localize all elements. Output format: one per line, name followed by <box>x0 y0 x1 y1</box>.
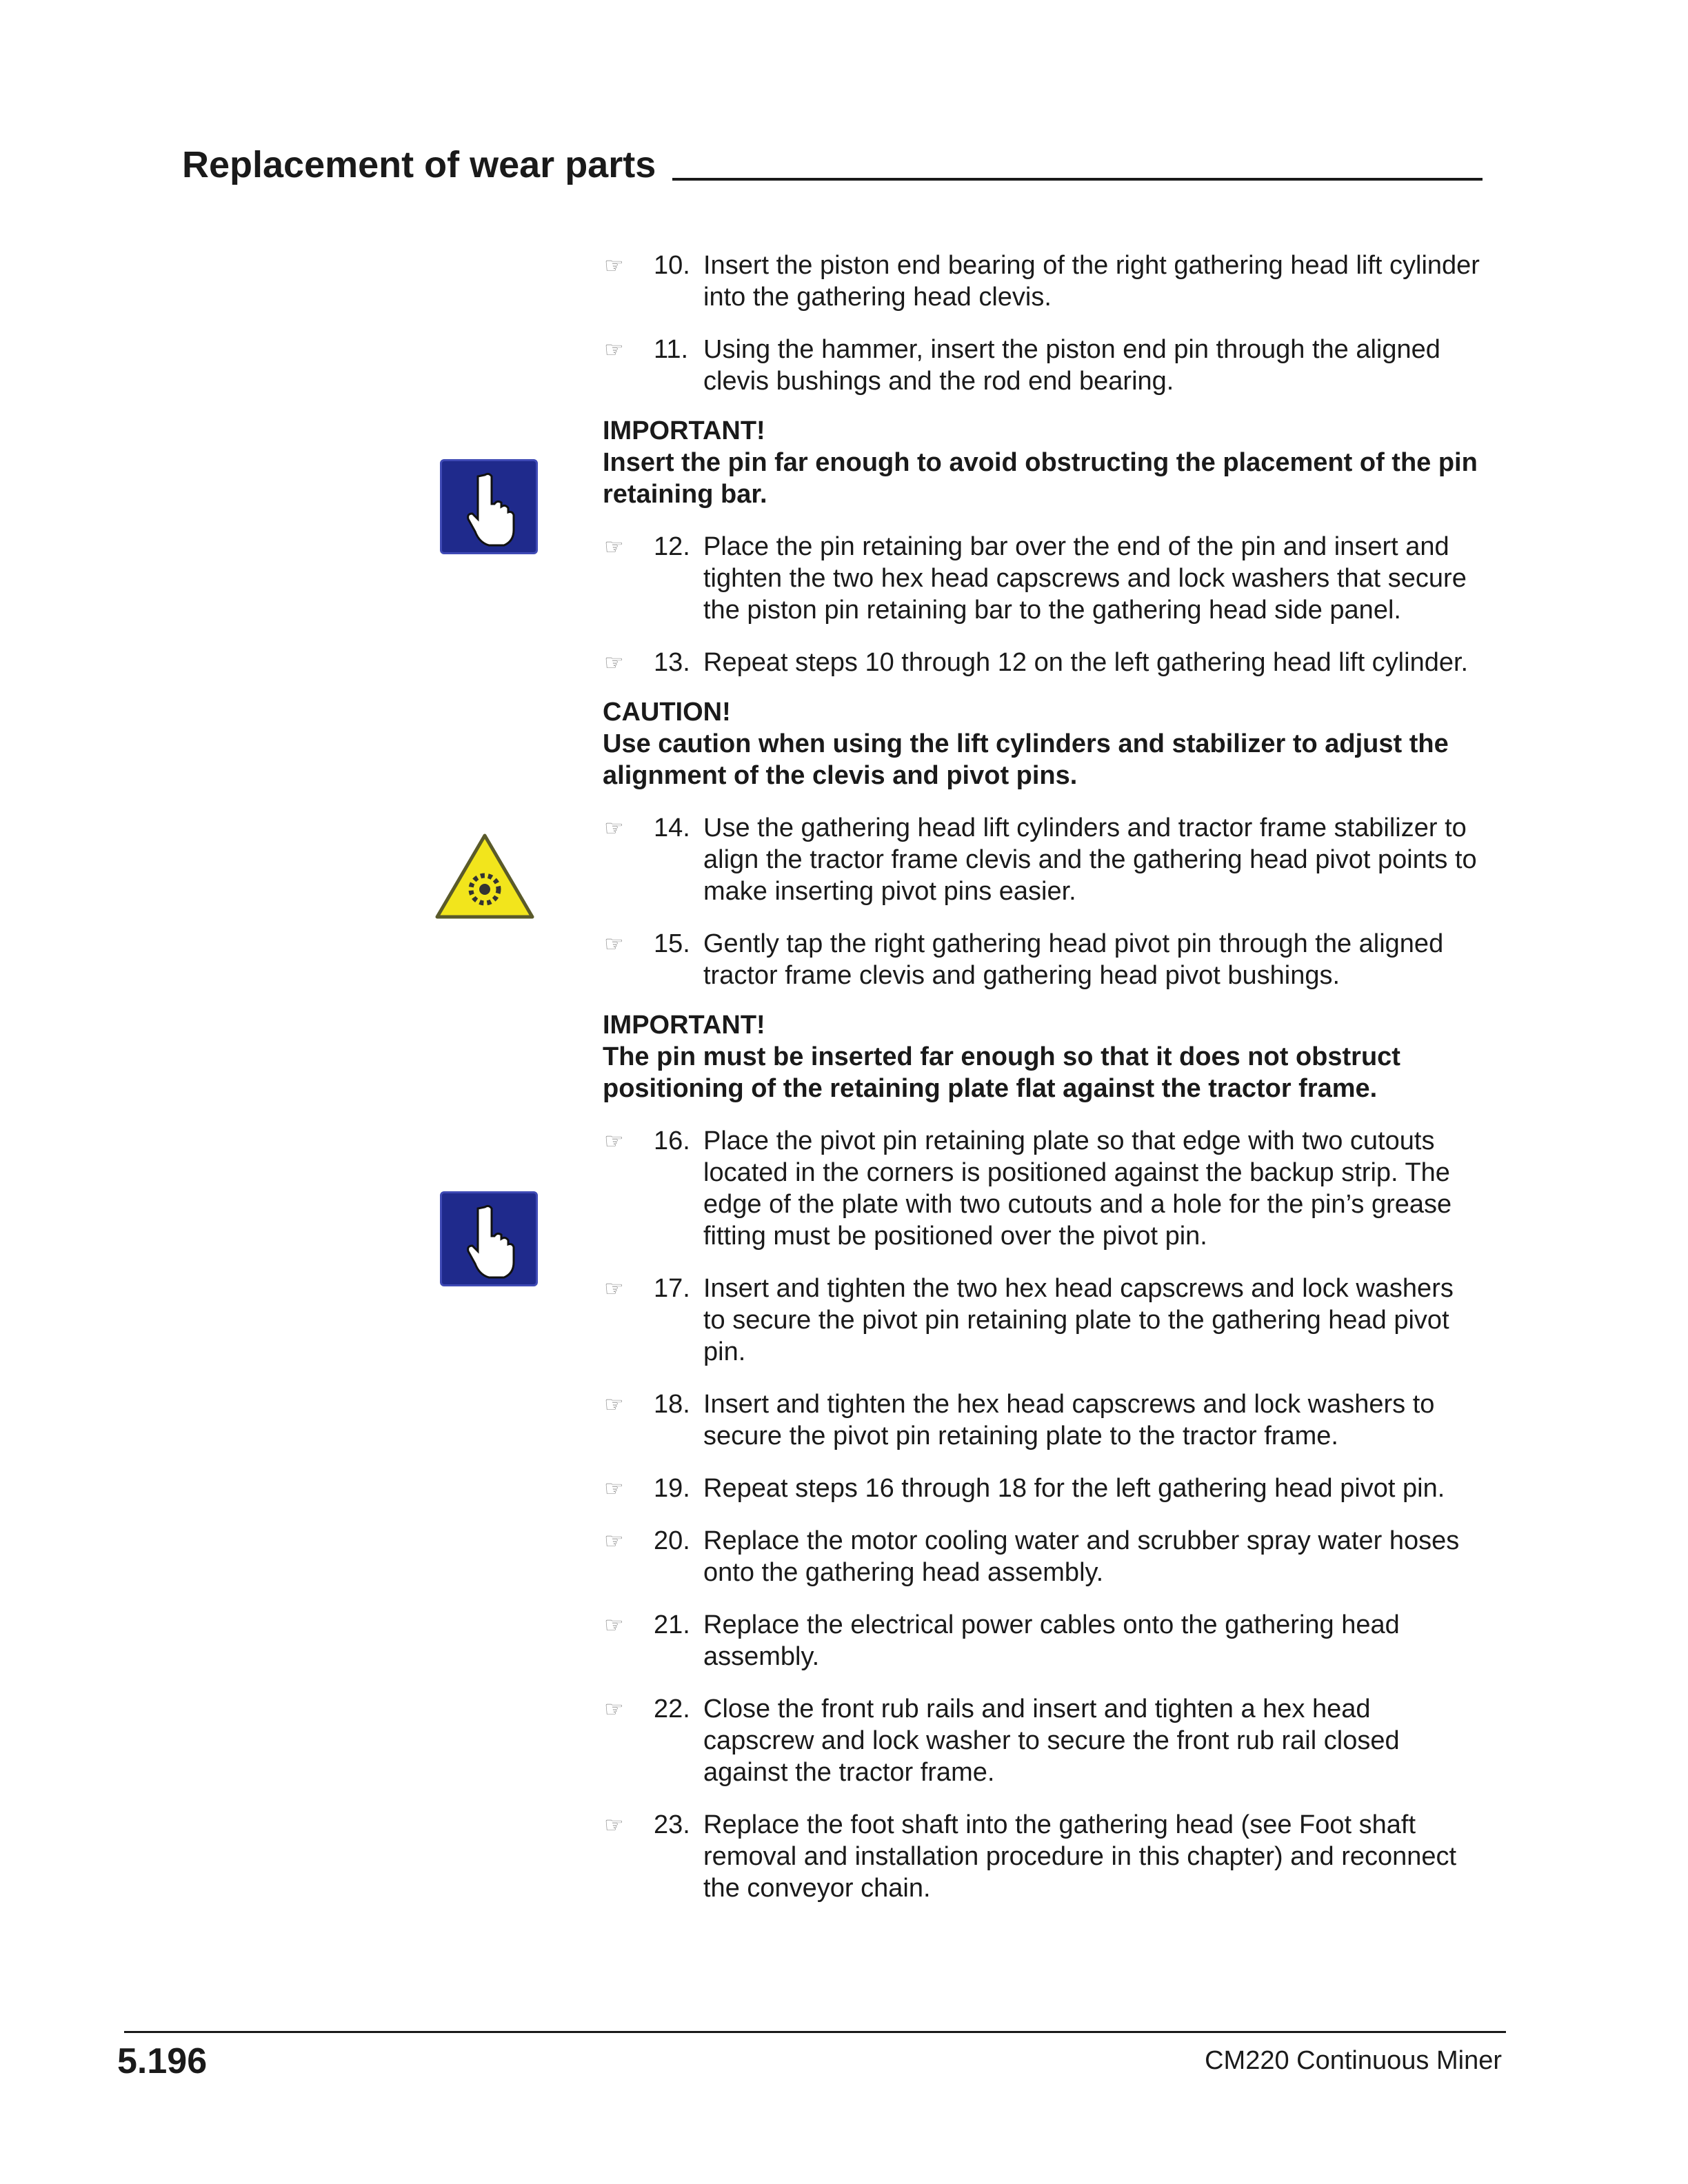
step-number: 21. <box>654 1610 690 1639</box>
step-number: 20. <box>654 1526 690 1555</box>
pointing-hand-icon: ☞ <box>604 1697 624 1721</box>
step-text: Place the pivot pin retaining plate so that edge with two cutouts located in the corners is positioned against the backup strip. The edge of the plate with two cutouts and a hole for the pin’s grease fitting must be positioned over the pivot pin. <box>703 1126 1452 1251</box>
pointing-hand-icon: ☞ <box>604 931 624 956</box>
step-text: Insert and tighten the two hex head capscrews and lock washers to secure the pivot pin retaining plate to the gathering head pivot pin. <box>703 1274 1454 1366</box>
page-header <box>182 146 1483 183</box>
step-number: 10. <box>654 251 690 280</box>
step-number: 15. <box>654 929 690 958</box>
step-text: Close the front rub rails and insert and tighten a hex head capscrew and lock washer to secure the front rub rail closed against the tractor frame. <box>703 1695 1400 1787</box>
procedure-content <box>603 250 1483 1925</box>
step-number: 17. <box>654 1274 690 1303</box>
step-number: 19. <box>654 1474 690 1503</box>
step-18 <box>603 1388 1483 1452</box>
step-text: Using the hammer, insert the piston end pin through the aligned clevis bushings and the rod end bearing. <box>703 335 1440 396</box>
pointing-hand-icon: ☞ <box>604 253 624 278</box>
step-17 <box>603 1273 1483 1368</box>
pointing-hand-icon: ☞ <box>604 1129 624 1153</box>
pointing-hand-icon: ☞ <box>604 337 624 362</box>
pointing-hand-icon: ☞ <box>604 816 624 840</box>
important-finger-icon-2 <box>440 1191 538 1286</box>
step-number: 22. <box>654 1695 690 1723</box>
step-22 <box>603 1693 1483 1788</box>
step-number: 23. <box>654 1810 690 1839</box>
step-number: 14. <box>654 813 690 842</box>
step-number: 11. <box>654 335 689 364</box>
step-10 <box>603 250 1483 313</box>
step-text: Gently tap the right gathering head pivot pin through the aligned tractor frame clevis and gathering head pivot bushings. <box>703 929 1444 990</box>
caution-notice <box>603 696 1483 791</box>
step-text: Replace the motor cooling water and scrubber spray water hoses onto the gathering head assembly. <box>703 1526 1460 1587</box>
step-11 <box>603 334 1483 397</box>
step-number: 16. <box>654 1126 690 1155</box>
footer-rule <box>124 2031 1506 2033</box>
pointing-hand-icon: ☞ <box>604 1528 624 1553</box>
title-rule <box>672 178 1483 181</box>
step-number: 18. <box>654 1390 690 1419</box>
pointing-hand-icon: ☞ <box>604 1476 624 1501</box>
notice-text: Insert the pin far enough to avoid obstructing the placement of the pin retaining bar. <box>603 448 1478 509</box>
step-text: Insert the piston end bearing of the right gathering head lift cylinder into the gathering head clevis. <box>703 251 1480 312</box>
step-21 <box>603 1609 1483 1672</box>
pointing-hand-icon: ☞ <box>604 1276 624 1301</box>
pointing-hand-icon: ☞ <box>604 1392 624 1417</box>
step-text: Place the pin retaining bar over the end of the pin and insert and tighten the two hex head capscrews and lock washers that secure the piston pin retaining bar to the gathering head side panel. <box>703 532 1467 625</box>
document-name: CM220 Continuous Miner <box>1205 2046 1502 2075</box>
step-19 <box>603 1473 1483 1504</box>
pointing-hand-icon: ☞ <box>604 1612 624 1637</box>
page-title: Replacement of wear parts <box>182 144 656 185</box>
step-text: Replace the electrical power cables onto the gathering head assembly. <box>703 1610 1400 1671</box>
notice-text: The pin must be inserted far enough so that it does not obstruct positioning of the retaining plate flat against the tractor frame. <box>603 1042 1400 1103</box>
step-text: Repeat steps 10 through 12 on the left gathering head lift cylinder. <box>703 648 1469 677</box>
step-23 <box>603 1809 1483 1904</box>
important-finger-icon <box>440 459 538 554</box>
step-number: 13. <box>654 648 690 677</box>
step-12 <box>603 531 1483 626</box>
step-number: 12. <box>654 532 690 561</box>
pointing-hand-icon: ☞ <box>604 534 624 559</box>
pointing-hand-icon: ☞ <box>604 650 624 675</box>
step-text: Replace the foot shaft into the gathering head (see Foot shaft removal and installation procedure in this chapter) and reconnect the conveyor chain. <box>703 1810 1457 1903</box>
important-notice-1 <box>603 415 1483 510</box>
step-20 <box>603 1525 1483 1588</box>
step-15 <box>603 928 1483 991</box>
notice-label: IMPORTANT! <box>603 416 765 445</box>
notice-label: IMPORTANT! <box>603 1011 765 1040</box>
step-text: Use the gathering head lift cylinders and tractor frame stabilizer to align the tractor frame clevis and the gathering head pivot points to make inserting pivot pins easier. <box>703 813 1477 906</box>
notice-label: CAUTION! <box>603 698 731 727</box>
page-number: 5.196 <box>117 2041 208 2081</box>
step-text: Repeat steps 16 through 18 for the left gathering head pivot pin. <box>703 1474 1445 1503</box>
pointing-hand-icon: ☞ <box>604 1812 624 1837</box>
important-notice-2 <box>603 1009 1483 1104</box>
caution-gear-icon <box>433 831 536 921</box>
step-text: Insert and tighten the hex head capscrews and lock washers to secure the pivot pin retaining plate to the tractor frame. <box>703 1390 1435 1450</box>
notice-text: Use caution when using the lift cylinders and stabilizer to adjust the alignment of the clevis and pivot pins. <box>603 729 1449 790</box>
step-16 <box>603 1125 1483 1252</box>
step-14 <box>603 812 1483 907</box>
step-13 <box>603 647 1483 678</box>
